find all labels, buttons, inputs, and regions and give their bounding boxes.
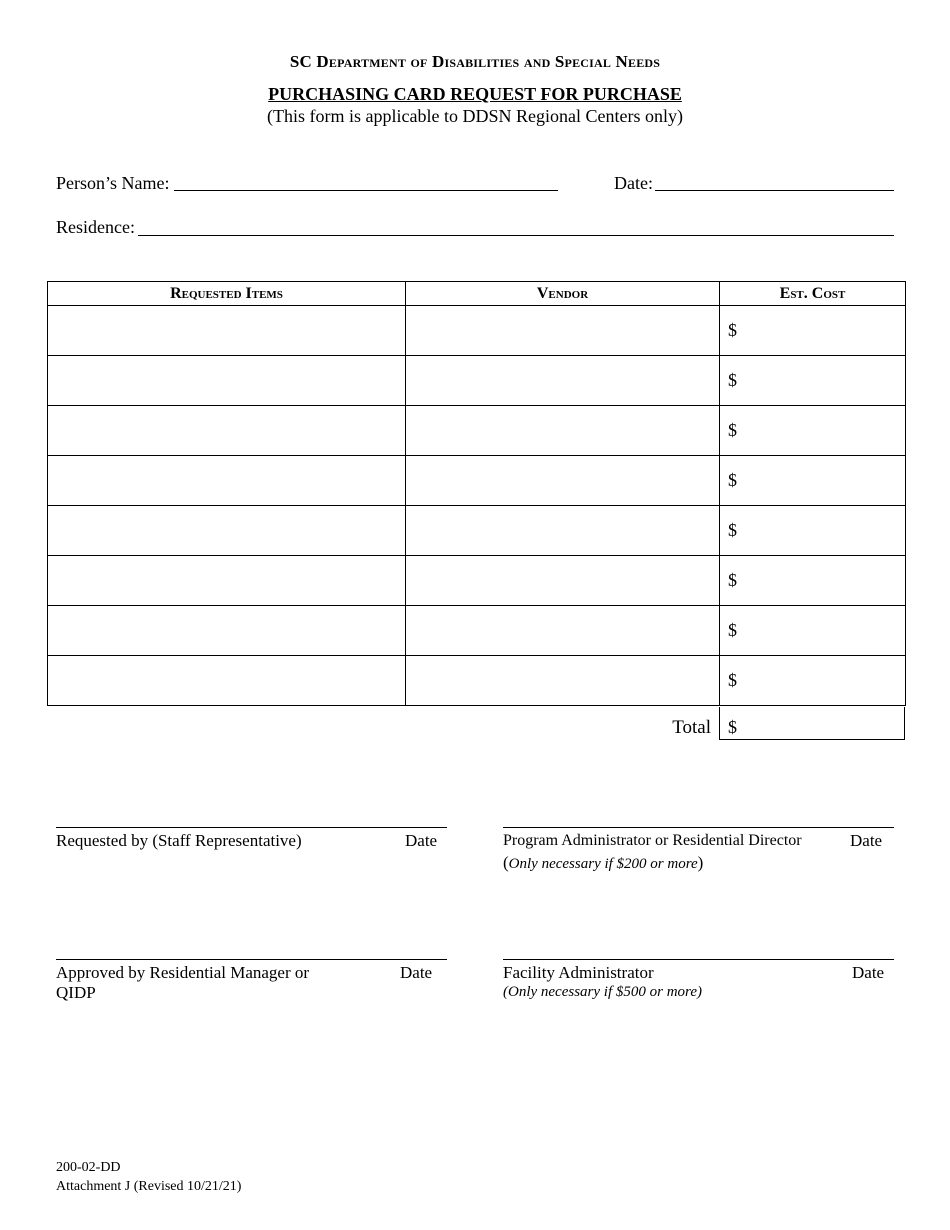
- table-row: [48, 556, 906, 606]
- form-subtitle: (This form is applicable to DDSN Regional Centers only): [267, 106, 683, 126]
- table-row: [48, 456, 906, 506]
- table-row: [48, 406, 906, 456]
- item-cell[interactable]: [48, 656, 406, 706]
- facility-admin-signature-line[interactable]: [503, 959, 894, 960]
- program-admin-date-label: Date: [850, 831, 883, 850]
- note-close-paren: ): [697, 853, 704, 872]
- item-cell[interactable]: [48, 306, 406, 356]
- program-admin-note: [503, 853, 703, 873]
- item-cell[interactable]: [48, 606, 406, 656]
- department-name: SC Department of Disabilities and Special Needs: [289, 52, 661, 71]
- item-cell[interactable]: [48, 556, 406, 606]
- table-header-row: [48, 282, 906, 306]
- requested-by-date-label: Date: [405, 831, 438, 850]
- cost-cell[interactable]: $: [720, 556, 906, 606]
- approved-by-label-line2: QIDP: [56, 983, 96, 1002]
- cost-cell[interactable]: $: [720, 356, 906, 406]
- cost-cell[interactable]: $: [720, 406, 906, 456]
- date-label: Date:: [614, 173, 653, 193]
- attachment-label: Attachment J (Revised 10/21/21): [56, 1179, 242, 1194]
- vendor-cell[interactable]: [406, 356, 720, 406]
- requested-by-signature-line[interactable]: [56, 827, 447, 828]
- vendor-cell[interactable]: [406, 406, 720, 456]
- program-admin-signature-line[interactable]: [503, 827, 894, 828]
- table-row: [48, 656, 906, 706]
- date-field[interactable]: [655, 190, 894, 191]
- table-row: [48, 306, 906, 356]
- header-est-cost: Est. Cost: [720, 282, 906, 306]
- facility-admin-label: Facility Administrator: [503, 963, 654, 982]
- table-row: [48, 606, 906, 656]
- vendor-cell[interactable]: [406, 456, 720, 506]
- header-vendor: Vendor: [406, 282, 720, 306]
- residence-label: Residence:: [56, 217, 135, 237]
- facility-admin-date-label: Date: [852, 963, 885, 982]
- approved-by-signature-line[interactable]: [56, 959, 447, 960]
- requested-by-label: Requested by (Staff Representative): [56, 831, 302, 850]
- name-field[interactable]: [174, 190, 558, 191]
- item-cell[interactable]: [48, 406, 406, 456]
- program-admin-label: Program Administrator or Residential Director: [503, 832, 802, 849]
- table-row: [48, 356, 906, 406]
- cost-cell[interactable]: $: [720, 606, 906, 656]
- vendor-cell[interactable]: [406, 606, 720, 656]
- cost-cell[interactable]: $: [720, 456, 906, 506]
- approved-by-date-label: Date: [400, 963, 433, 982]
- note-open-paren: (: [503, 853, 509, 872]
- form-title: PURCHASING CARD REQUEST FOR PURCHASE: [268, 84, 682, 104]
- approved-by-label-line1: Approved by Residential Manager or: [56, 963, 310, 982]
- cost-cell[interactable]: $: [720, 656, 906, 706]
- note-text: Only necessary if $200 or more: [508, 856, 698, 872]
- total-label: Total: [672, 717, 711, 738]
- name-label: Person’s Name:: [56, 173, 170, 193]
- cost-cell[interactable]: $: [720, 506, 906, 556]
- vendor-cell[interactable]: [406, 656, 720, 706]
- total-cost-cell[interactable]: $: [719, 707, 905, 740]
- item-cell[interactable]: [48, 356, 406, 406]
- header-requested-items: Requested Items: [48, 282, 406, 306]
- item-cell[interactable]: [48, 456, 406, 506]
- residence-field[interactable]: [138, 235, 894, 236]
- vendor-cell[interactable]: [406, 506, 720, 556]
- facility-admin-note: (Only necessary if $500 or more): [503, 984, 702, 1000]
- vendor-cell[interactable]: [406, 556, 720, 606]
- table-row: [48, 506, 906, 556]
- vendor-cell[interactable]: [406, 306, 720, 356]
- cost-cell[interactable]: $: [720, 306, 906, 356]
- items-table: [47, 281, 906, 706]
- form-number: 200-02-DD: [56, 1160, 121, 1175]
- item-cell[interactable]: [48, 506, 406, 556]
